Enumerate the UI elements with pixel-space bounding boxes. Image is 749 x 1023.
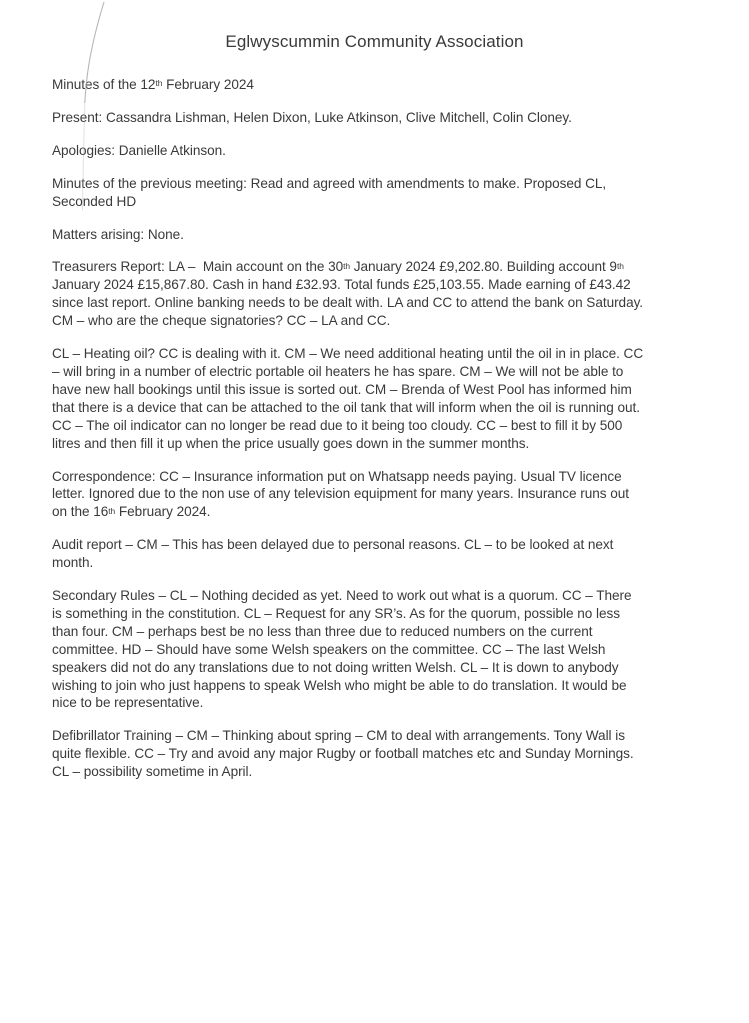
text-line: speakers did not do any translations due to not doing written Welsh. CL – It is down to anybody xyxy=(52,659,619,675)
paragraph-previous-minutes xyxy=(52,175,709,211)
text-line: month. xyxy=(52,555,94,571)
text-line: Apologies: Danielle Atkinson. xyxy=(52,142,226,158)
text-line: Minutes of the previous meeting: Read and agreed with amendments to make. Proposed CL, xyxy=(52,175,607,191)
text-line: CC – The oil indicator can no longer be read due to it being too cloudy. CC – best to fill it by 500 xyxy=(52,417,623,433)
text-line: Correspondence: CC – Insurance information put on Whatsapp needs paying. Usual TV licence xyxy=(52,468,622,484)
paragraph-audit-report xyxy=(52,536,709,572)
text-line: since last report. Online banking needs to be dealt with. LA and CC to attend the bank on Saturday. xyxy=(52,295,644,311)
text-line: that there is a device that can be attached to the oil tank that will inform when the oil is running out. xyxy=(52,399,640,415)
paragraph-minutes-date xyxy=(52,76,709,94)
text-line: committee. HD – Should have some Welsh speakers on the committee. CC – The last Welsh xyxy=(52,641,606,657)
text-line: January 2024 £15,867.80. Cash in hand £32.93. Total funds £25,103.55. Made earning of £43.42 xyxy=(52,277,631,293)
text-line: Minutes of the 12th February 2024 xyxy=(52,77,254,92)
text-line: on the 16th February 2024. xyxy=(52,504,211,520)
paragraph-treasurers-report xyxy=(52,258,709,330)
text-line: – will bring in a number of electric portable oil heaters he has spare. CM – We will not be able to xyxy=(52,363,624,379)
text-line: Defibrillator Training – CM – Thinking about spring – CM to deal with arrangements. Tony Wall is xyxy=(52,728,625,744)
text-line: CL – possibility sometime in April. xyxy=(52,764,253,780)
paragraph-matters-arising xyxy=(52,226,709,244)
text-line: quite flexible. CC – Try and avoid any major Rugby or football matches etc and Sunday Mornings. xyxy=(52,746,634,762)
text-line: is something in the constitution. CL – Request for any SR’s. As for the quorum, possible no less xyxy=(52,605,620,621)
text-line: have new hall bookings until this issue is sorted out. CM – Brenda of West Pool has informed him xyxy=(52,381,632,397)
text-line: letter. Ignored due to the non use of any television equipment for many years. Insurance runs out xyxy=(52,486,630,502)
paragraph-present xyxy=(52,109,709,127)
paragraph-correspondence xyxy=(52,468,709,522)
text-line: Treasurers Report: LA – Main account on the 30th January 2024 £9,202.80. Building account 9th xyxy=(52,259,624,275)
paragraph-secondary-rules xyxy=(52,587,709,712)
text-line: Matters arising: None. xyxy=(52,226,184,242)
paragraph-defibrillator-training xyxy=(52,727,709,781)
text-line: than four. CM – perhaps best be no less than three due to reduced numbers on the current xyxy=(52,623,593,639)
text-line: Seconded HD xyxy=(52,193,137,209)
text-line: nice to be representative. xyxy=(52,695,204,711)
text-line: Present: Cassandra Lishman, Helen Dixon, Luke Atkinson, Clive Mitchell, Colin Cloney. xyxy=(52,109,572,125)
text-line: CL – Heating oil? CC is dealing with it. CM – We need additional heating until the oil in in place. CC xyxy=(52,346,644,362)
text-line: wishing to join who just happens to speak Welsh who might be able to do translation. It would be xyxy=(52,677,627,693)
text-line: Audit report – CM – This has been delayed due to personal reasons. CL – to be looked at next xyxy=(52,537,614,553)
text-line: CM – who are the cheque signatories? CC – LA and CC. xyxy=(52,313,391,329)
text-line: litres and then fill it up when the price usually goes down in the summer months. xyxy=(52,435,530,451)
document-title: Eglwyscummin Community Association xyxy=(225,32,524,51)
paragraph-apologies xyxy=(52,142,709,160)
document-body xyxy=(52,76,709,781)
text-line: Secondary Rules – CL – Nothing decided as yet. Need to work out what is a quorum. CC – There xyxy=(52,588,632,604)
paragraph-heating-oil xyxy=(52,345,709,452)
